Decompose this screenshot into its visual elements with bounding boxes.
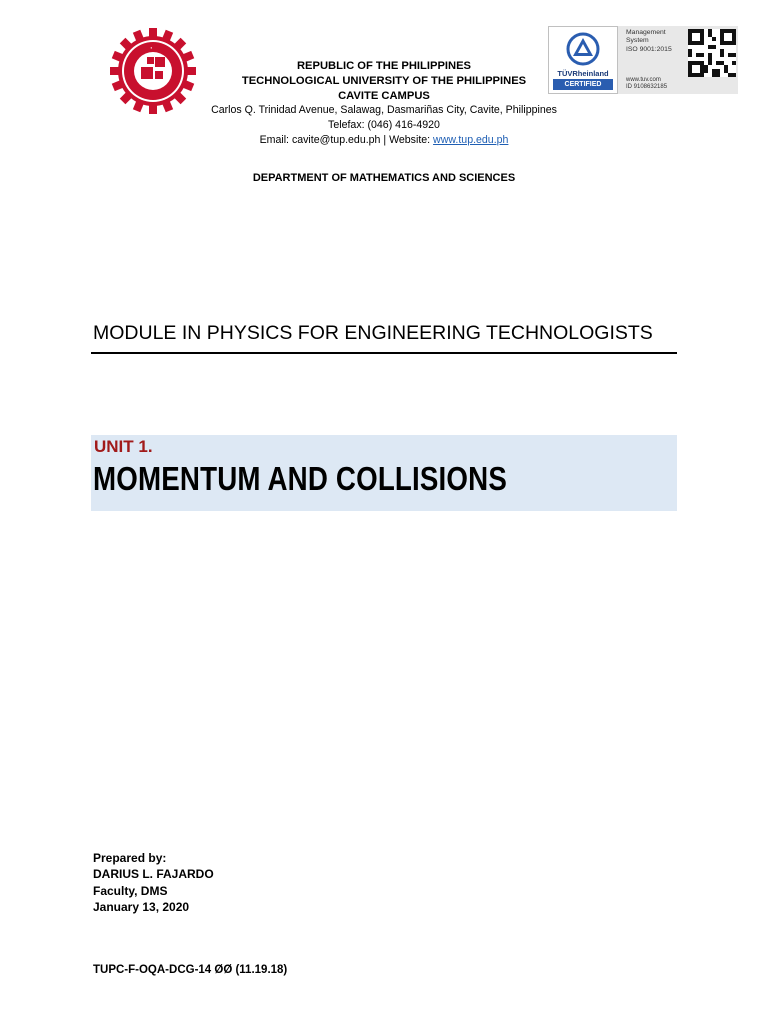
telefax-line: Telefax: (046) 416-4920 bbox=[328, 119, 440, 132]
unit-banner bbox=[91, 435, 677, 511]
address-line: Carlos Q. Trinidad Avenue, Salawag, Dasmariñas City, Cavite, Philippines bbox=[211, 104, 557, 117]
campus-name: CAVITE CAMPUS bbox=[338, 89, 430, 102]
certification-badge bbox=[548, 26, 738, 94]
module-title: MODULE IN PHYSICS FOR ENGINEERING TECHNOLOGISTS bbox=[93, 322, 653, 344]
mgmt-line-3: ISO 9001:2015 bbox=[626, 45, 672, 53]
mgmt-line-1: Management bbox=[626, 29, 666, 36]
author-name: DARIUS L. FAJARDO bbox=[93, 867, 214, 882]
author-position: Faculty, DMS bbox=[93, 883, 168, 898]
cert-id: ID 9108632185 bbox=[626, 84, 668, 91]
document-code: TUPC-F-OQA-DCG-14 ØØ (11.19.18) bbox=[93, 964, 288, 976]
prepared-date: January 13, 2020 bbox=[93, 899, 190, 914]
prepared-by-block bbox=[93, 850, 214, 915]
unit-title: MOMENTUM AND COLLISIONS bbox=[93, 460, 508, 497]
unit-label: UNIT 1. bbox=[94, 437, 153, 456]
tuv-logo bbox=[548, 26, 618, 94]
qr-code-icon bbox=[688, 29, 736, 77]
prepared-heading: Prepared by: bbox=[93, 851, 167, 865]
email-text: Email: cavite@tup.edu.ph | Website: bbox=[259, 133, 434, 146]
management-system-text bbox=[626, 29, 672, 54]
contact-line bbox=[168, 133, 600, 148]
cert-web-info bbox=[626, 77, 667, 91]
certified-label: CERTIFIED bbox=[553, 79, 613, 90]
website-link[interactable]: www.tup.edu.ph bbox=[433, 133, 509, 146]
tuv-website: www.tuv.com bbox=[626, 77, 661, 83]
tuv-triangle-icon bbox=[549, 27, 617, 69]
svg-text:•: • bbox=[150, 46, 153, 52]
tuv-brand: TÜVRheinland bbox=[557, 69, 609, 78]
university-name: TECHNOLOGICAL UNIVERSITY OF THE PHILIPPINES bbox=[241, 74, 527, 87]
department-name: DEPARTMENT OF MATHEMATICS AND SCIENCES bbox=[252, 172, 516, 184]
institution-header bbox=[168, 59, 600, 148]
title-divider bbox=[91, 352, 677, 354]
republic-line: REPUBLIC OF THE PHILIPPINES bbox=[296, 60, 472, 72]
mgmt-line-2: System bbox=[626, 37, 649, 45]
